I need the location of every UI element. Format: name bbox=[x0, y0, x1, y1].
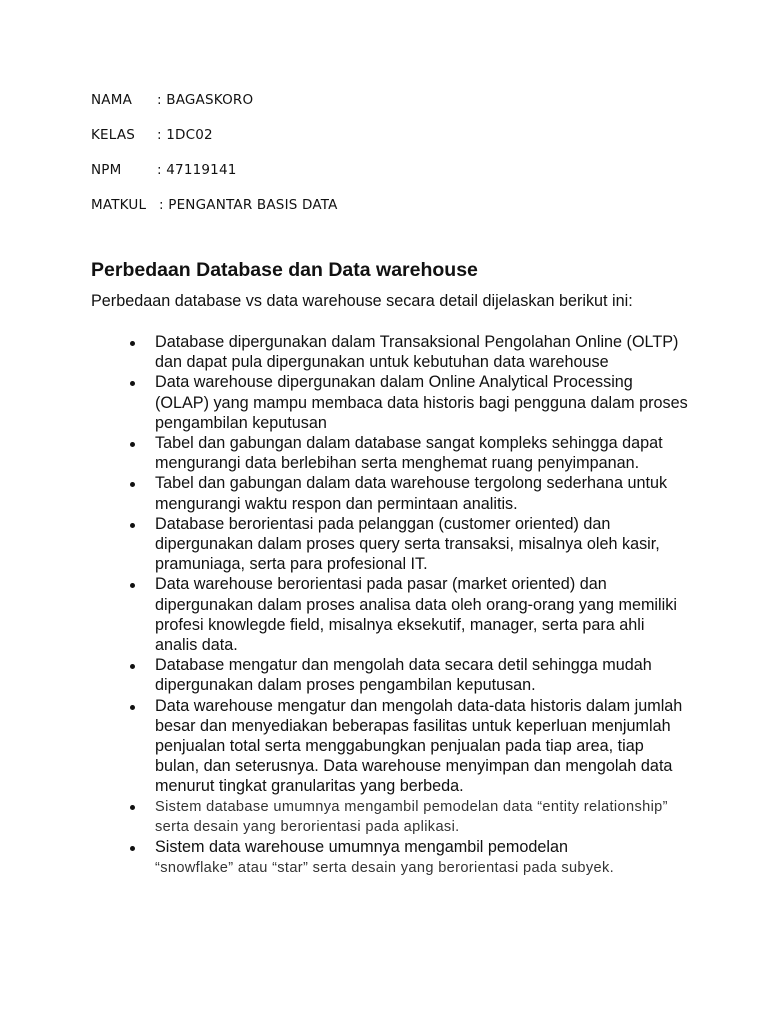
list-item-text: Data warehouse berorientasi pada pasar (market oriented) dan dipergunakan dalam proses analisa data oleh orang-orang yang memiliki profesi knowlegde field, misalnya eksekutif, manager, serta para ahli analis data. bbox=[155, 575, 677, 655]
list-item-text: Sistem database umumnya mengambil pemodelan data “entity relationship” serta desain yang berorientasi pada aplikasi. bbox=[155, 798, 668, 835]
article-title: Perbedaan Database dan Data warehouse bbox=[91, 259, 478, 281]
bullet-icon bbox=[130, 381, 135, 386]
info-label-nama: NAMA bbox=[91, 92, 133, 108]
student-info bbox=[91, 92, 338, 232]
list-item bbox=[128, 574, 688, 655]
list-item-text-continued: “snowflake” atau “star” serta desain yang berorientasi pada subyek. bbox=[155, 860, 615, 877]
list-item bbox=[128, 473, 688, 513]
list-item bbox=[128, 696, 688, 797]
info-label-npm: NPM bbox=[91, 162, 122, 178]
info-row-kelas bbox=[91, 127, 338, 162]
info-label-kelas: KELAS bbox=[91, 127, 136, 143]
list-item-text: Data warehouse mengatur dan mengolah data-data historis dalam jumlah besar dan menyediakan beberapas fasilitas untuk keperluan menjumlah penjualan total serta menggabungkan penjualan pada tiap area, tiap bulan, dan seterusnya. Data warehouse menyimpan dan mengolah data menurut tingkat granularitas yang berbeda. bbox=[155, 696, 683, 796]
bullet-icon bbox=[130, 442, 135, 447]
list-item-text: Database dipergunakan dalam Transaksional Pengolahan Online (OLTP) dan dapat pula dipergunakan untuk kebutuhan data warehouse bbox=[155, 333, 679, 372]
list-item-text: Data warehouse dipergunakan dalam Online Analytical Processing (OLAP) yang mampu membaca data historis bagi pengguna dalam proses pengambilan keputusan bbox=[155, 373, 688, 432]
list-item bbox=[128, 433, 688, 473]
list-item bbox=[128, 655, 688, 695]
info-value-matkul: : PENGANTAR BASIS DATA bbox=[159, 197, 338, 213]
bullet-icon bbox=[130, 664, 135, 669]
comparison-list bbox=[128, 332, 688, 878]
info-value-npm: : 47119141 bbox=[157, 162, 237, 178]
bullet-icon bbox=[130, 805, 135, 810]
info-row-matkul bbox=[91, 197, 338, 232]
bullet-icon bbox=[130, 523, 135, 528]
list-item-text: Database berorientasi pada pelanggan (customer oriented) dan dipergunakan dalam proses query serta transaksi, misalnya oleh kasir, pramuniaga, serta para profesional IT. bbox=[155, 514, 660, 574]
list-item bbox=[128, 837, 688, 878]
info-row-npm bbox=[91, 162, 338, 197]
list-item-text: Sistem data warehouse umumnya mengambil pemodelan bbox=[155, 838, 569, 857]
list-item-text: Tabel dan gabungan dalam database sangat kompleks sehingga dapat mengurangi data berlebihan serta menghemat ruang penyimpanan. bbox=[155, 434, 663, 473]
bullet-icon bbox=[130, 846, 135, 851]
list-item-text: Database mengatur dan mengolah data secara detil sehingga mudah dipergunakan dalam proses pengambilan keputusan. bbox=[155, 656, 652, 695]
bullet-icon bbox=[130, 583, 135, 588]
list-item bbox=[128, 372, 688, 433]
list-item bbox=[128, 332, 688, 372]
info-row-nama bbox=[91, 92, 338, 127]
info-value-nama: : BAGASKORO bbox=[157, 92, 254, 108]
list-item bbox=[128, 797, 688, 837]
info-label-matkul: MATKUL bbox=[91, 197, 147, 213]
list-item-text: Tabel dan gabungan dalam data warehouse tergolong sederhana untuk mengurangi waktu respon dan permintaan analitis. bbox=[155, 474, 668, 513]
bullet-icon bbox=[130, 705, 135, 710]
info-value-kelas: : 1DC02 bbox=[157, 127, 213, 143]
bullet-icon bbox=[130, 341, 135, 346]
list-item bbox=[128, 514, 688, 575]
article-intro: Perbedaan database vs data warehouse secara detail dijelaskan berikut ini: bbox=[91, 292, 633, 310]
bullet-icon bbox=[130, 482, 135, 487]
